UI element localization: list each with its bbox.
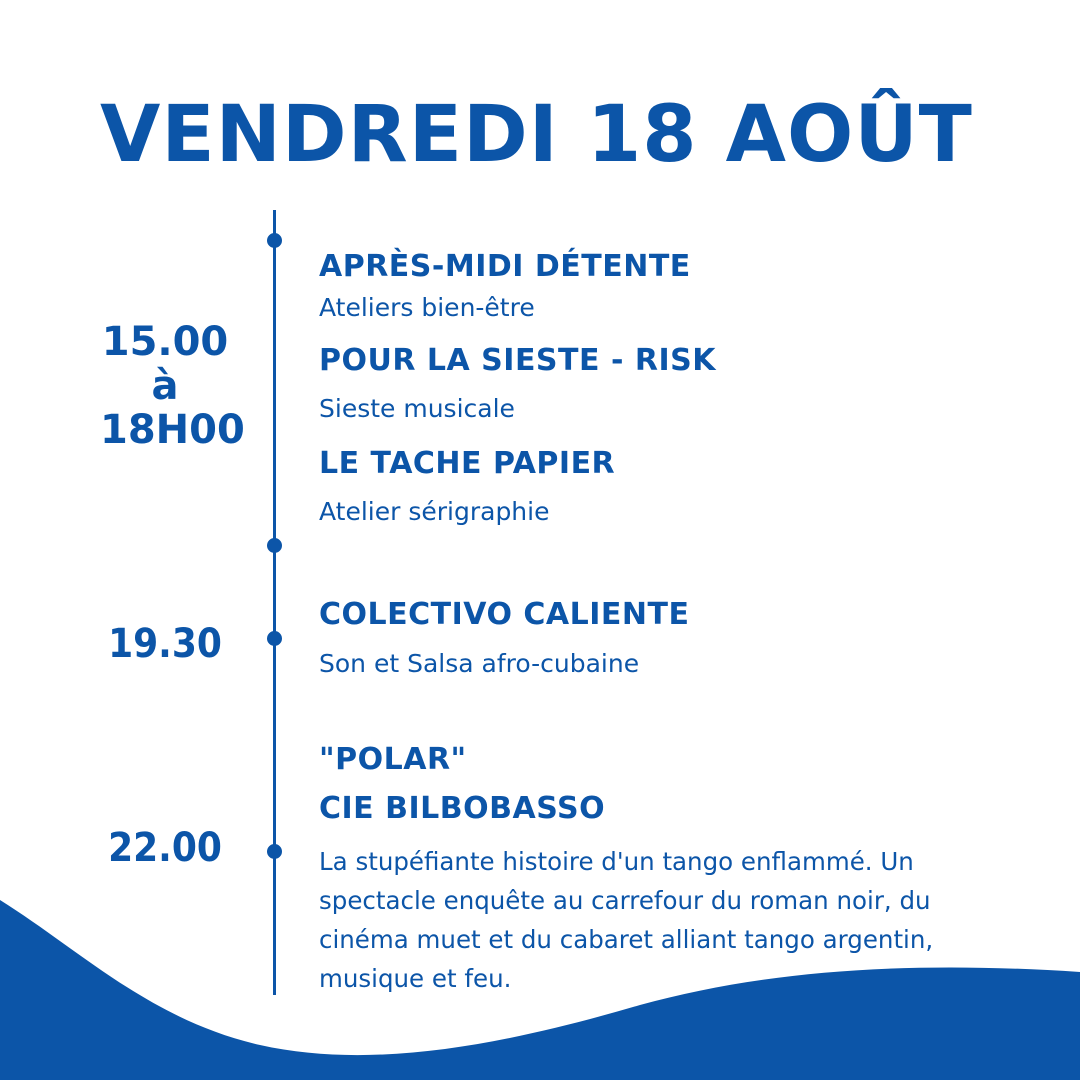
time-from: 15.00 [101, 319, 229, 365]
timeline-dot [267, 631, 282, 646]
event-company: CIE BILBOBASSO [319, 791, 606, 826]
event-description: La stupéfiante histoire d'un tango enflammé. Un spectacle enquête au carrefour du roman noir, du cinéma muet et du cabaret alliant tango argentin, musique et feu. [319, 847, 934, 993]
timeline-dot [267, 233, 282, 248]
event-title: COLECTIVO CALIENTE [319, 597, 690, 632]
timeline-dot [267, 538, 282, 553]
event-subtitle: Sieste musicale [319, 394, 515, 423]
time-to: 18H00 [100, 407, 245, 453]
event-title: LE TACHE PAPIER [319, 446, 616, 481]
timeline-dot [267, 844, 282, 859]
time-evening: 19.30 [108, 621, 222, 667]
event-title: "POLAR" [319, 742, 467, 777]
timeline-line [273, 210, 276, 995]
event-subtitle: Atelier sérigraphie [319, 497, 550, 526]
time-separator: à [151, 363, 179, 409]
event-subtitle: Son et Salsa afro-cubaine [319, 649, 640, 678]
event-title: POUR LA SIESTE - RISK [319, 343, 716, 378]
event-subtitle: Ateliers bien-être [319, 293, 535, 322]
page-title: VENDREDI 18 AOÛT [100, 90, 973, 180]
time-night: 22.00 [108, 825, 222, 871]
event-title: APRÈS-MIDI DÉTENTE [319, 249, 691, 284]
time-range-afternoon [100, 319, 245, 453]
